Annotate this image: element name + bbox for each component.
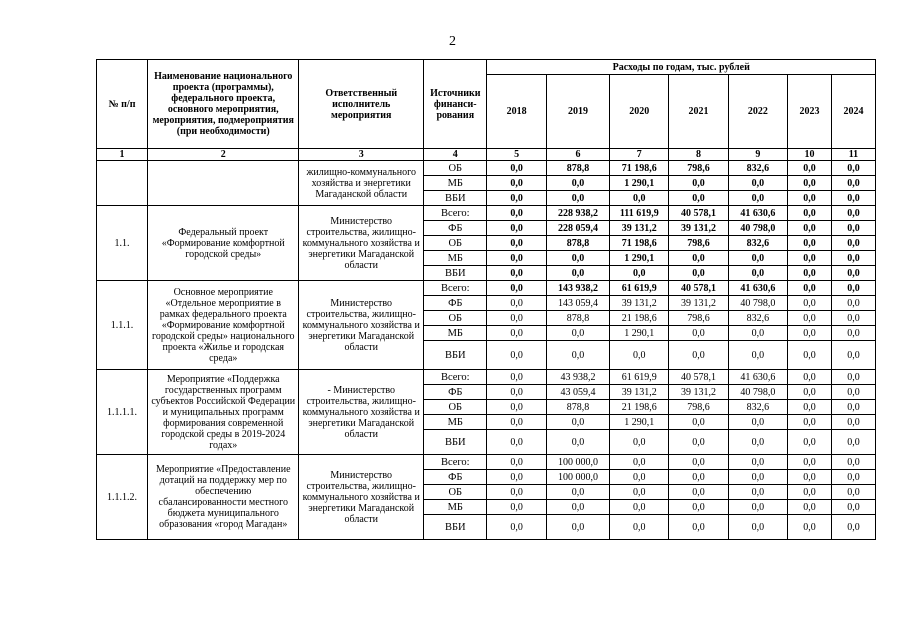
header-colnum-row bbox=[97, 149, 876, 161]
row-value: 0,0 bbox=[546, 266, 609, 281]
row-value: 0,0 bbox=[728, 500, 787, 515]
row-value: 0,0 bbox=[728, 176, 787, 191]
row-value: 41 630,6 bbox=[728, 370, 787, 385]
row-responsible: - Министерство строительства, жилищно-коммунального хозяйства и энергетики Магаданской области bbox=[299, 370, 424, 455]
row-value: 0,0 bbox=[787, 485, 831, 500]
row-value: 0,0 bbox=[831, 385, 875, 400]
table-body bbox=[97, 161, 876, 540]
row-value: 0,0 bbox=[831, 515, 875, 540]
row-value: 1 290,1 bbox=[610, 251, 669, 266]
row-source: Всего: bbox=[424, 455, 487, 470]
row-number: 1.1. bbox=[97, 206, 148, 281]
row-value: 0,0 bbox=[787, 400, 831, 415]
row-value: 0,0 bbox=[728, 266, 787, 281]
row-value: 0,0 bbox=[487, 400, 546, 415]
header-name: Наименование национального проекта (программы), федерального проекта, основного мероприятия, мероприятия, подмероприятия (при необходимости) bbox=[148, 60, 299, 149]
row-value: 0,0 bbox=[831, 455, 875, 470]
row-value: 0,0 bbox=[787, 161, 831, 176]
row-value: 111 619,9 bbox=[610, 206, 669, 221]
row-source: МБ bbox=[424, 415, 487, 430]
row-source: МБ bbox=[424, 500, 487, 515]
row-value: 143 059,4 bbox=[546, 296, 609, 311]
row-value: 0,0 bbox=[487, 341, 546, 370]
row-number: 1.1.1.1. bbox=[97, 370, 148, 455]
row-value: 39 131,2 bbox=[669, 296, 728, 311]
row-value: 0,0 bbox=[487, 515, 546, 540]
row-source: Всего: bbox=[424, 281, 487, 296]
row-value: 0,0 bbox=[487, 311, 546, 326]
row-value: 39 131,2 bbox=[610, 296, 669, 311]
row-value: 0,0 bbox=[728, 251, 787, 266]
row-value: 0,0 bbox=[669, 455, 728, 470]
row-value: 39 131,2 bbox=[610, 221, 669, 236]
row-value: 100 000,0 bbox=[546, 455, 609, 470]
row-value: 0,0 bbox=[787, 385, 831, 400]
row-value: 0,0 bbox=[610, 430, 669, 455]
row-value: 21 198,6 bbox=[610, 400, 669, 415]
row-value: 832,6 bbox=[728, 161, 787, 176]
row-value: 40 578,1 bbox=[669, 370, 728, 385]
row-value: 61 619,9 bbox=[610, 281, 669, 296]
row-responsible: Министерство строительства, жилищно-коммунального хозяйства и энергетики Магаданской области bbox=[299, 206, 424, 281]
row-responsible: жилищно-коммунального хозяйства и энергетики Магаданской области bbox=[299, 161, 424, 206]
header-year: 2020 bbox=[610, 75, 669, 149]
row-value: 878,8 bbox=[546, 311, 609, 326]
row-value: 0,0 bbox=[487, 415, 546, 430]
header-colnum: 10 bbox=[787, 149, 831, 161]
row-value: 0,0 bbox=[546, 326, 609, 341]
row-value: 0,0 bbox=[728, 430, 787, 455]
row-value: 0,0 bbox=[546, 191, 609, 206]
row-value: 0,0 bbox=[728, 515, 787, 540]
row-value: 0,0 bbox=[831, 400, 875, 415]
row-value: 0,0 bbox=[831, 341, 875, 370]
header-colnum: 2 bbox=[148, 149, 299, 161]
row-value: 228 938,2 bbox=[546, 206, 609, 221]
row-value: 0,0 bbox=[546, 500, 609, 515]
row-value: 0,0 bbox=[831, 430, 875, 455]
row-value: 100 000,0 bbox=[546, 470, 609, 485]
row-source: ВБИ bbox=[424, 266, 487, 281]
row-source: ВБИ bbox=[424, 191, 487, 206]
table-row bbox=[97, 281, 876, 296]
page-number: 2 bbox=[449, 34, 456, 49]
row-value: 0,0 bbox=[831, 266, 875, 281]
table-row bbox=[97, 455, 876, 470]
row-value: 0,0 bbox=[610, 470, 669, 485]
header-num: № п/п bbox=[97, 60, 148, 149]
header-year: 2021 bbox=[669, 75, 728, 149]
row-value: 0,0 bbox=[787, 311, 831, 326]
row-value: 0,0 bbox=[610, 266, 669, 281]
row-value: 0,0 bbox=[610, 341, 669, 370]
row-source: ФБ bbox=[424, 470, 487, 485]
header-year: 2019 bbox=[546, 75, 609, 149]
row-source: Всего: bbox=[424, 206, 487, 221]
header-colnum: 6 bbox=[546, 149, 609, 161]
row-value: 0,0 bbox=[787, 221, 831, 236]
row-value: 0,0 bbox=[787, 281, 831, 296]
row-value: 39 131,2 bbox=[610, 385, 669, 400]
row-source: ВБИ bbox=[424, 341, 487, 370]
row-number: 1.1.1.2. bbox=[97, 455, 148, 540]
row-value: 0,0 bbox=[787, 470, 831, 485]
row-value: 0,0 bbox=[669, 515, 728, 540]
row-value: 0,0 bbox=[546, 415, 609, 430]
row-value: 832,6 bbox=[728, 311, 787, 326]
row-value: 39 131,2 bbox=[669, 221, 728, 236]
row-value: 0,0 bbox=[669, 176, 728, 191]
row-value: 39 131,2 bbox=[669, 385, 728, 400]
row-value: 0,0 bbox=[669, 341, 728, 370]
header-expenses: Расходы по годам, тыс. рублей bbox=[487, 60, 876, 75]
row-value: 0,0 bbox=[787, 415, 831, 430]
row-value: 0,0 bbox=[787, 206, 831, 221]
row-value: 0,0 bbox=[787, 236, 831, 251]
row-value: 0,0 bbox=[728, 341, 787, 370]
row-value: 0,0 bbox=[831, 206, 875, 221]
row-value: 61 619,9 bbox=[610, 370, 669, 385]
row-value: 0,0 bbox=[487, 385, 546, 400]
row-name: Основное мероприятие «Отдельное мероприятие в рамках федерального проекта «Формирование комфортной городской среды» национального проекта «Жилье и городская среда» bbox=[148, 281, 299, 370]
row-value: 0,0 bbox=[831, 326, 875, 341]
row-value: 0,0 bbox=[728, 415, 787, 430]
row-value: 0,0 bbox=[546, 251, 609, 266]
row-value: 0,0 bbox=[546, 515, 609, 540]
row-value: 41 630,6 bbox=[728, 206, 787, 221]
row-source: МБ bbox=[424, 176, 487, 191]
row-value: 0,0 bbox=[669, 191, 728, 206]
row-value: 0,0 bbox=[610, 191, 669, 206]
row-value: 21 198,6 bbox=[610, 311, 669, 326]
row-value: 0,0 bbox=[669, 326, 728, 341]
row-value: 0,0 bbox=[546, 341, 609, 370]
row-value: 0,0 bbox=[546, 430, 609, 455]
row-value: 0,0 bbox=[728, 470, 787, 485]
header-year: 2024 bbox=[831, 75, 875, 149]
row-value: 0,0 bbox=[831, 281, 875, 296]
row-value: 40 798,0 bbox=[728, 296, 787, 311]
row-value: 832,6 bbox=[728, 236, 787, 251]
row-value: 0,0 bbox=[787, 296, 831, 311]
row-source: Всего: bbox=[424, 370, 487, 385]
row-value: 798,6 bbox=[669, 311, 728, 326]
row-value: 0,0 bbox=[610, 455, 669, 470]
row-value: 0,0 bbox=[669, 266, 728, 281]
row-value: 0,0 bbox=[831, 236, 875, 251]
row-source: ФБ bbox=[424, 221, 487, 236]
row-value: 1 290,1 bbox=[610, 415, 669, 430]
row-value: 798,6 bbox=[669, 161, 728, 176]
row-value: 0,0 bbox=[487, 176, 546, 191]
header-year: 2018 bbox=[487, 75, 546, 149]
row-value: 1 290,1 bbox=[610, 176, 669, 191]
row-value: 0,0 bbox=[787, 515, 831, 540]
row-value: 878,8 bbox=[546, 400, 609, 415]
header-colnum: 4 bbox=[424, 149, 487, 161]
row-source: ОБ bbox=[424, 236, 487, 251]
row-value: 0,0 bbox=[610, 515, 669, 540]
row-value: 0,0 bbox=[787, 191, 831, 206]
row-value: 0,0 bbox=[487, 485, 546, 500]
table-row bbox=[97, 161, 876, 176]
row-value: 0,0 bbox=[487, 430, 546, 455]
header-src: Источники финанси-рования bbox=[424, 60, 487, 149]
header-colnum: 7 bbox=[610, 149, 669, 161]
header-colnum: 3 bbox=[299, 149, 424, 161]
row-name bbox=[148, 161, 299, 206]
row-value: 40 798,0 bbox=[728, 385, 787, 400]
row-value: 0,0 bbox=[787, 326, 831, 341]
row-value: 0,0 bbox=[487, 326, 546, 341]
row-name: Федеральный проект «Формирование комфортной городской среды» bbox=[148, 206, 299, 281]
row-value: 0,0 bbox=[831, 311, 875, 326]
row-value: 0,0 bbox=[487, 191, 546, 206]
budget-table bbox=[96, 59, 876, 540]
row-value: 43 059,4 bbox=[546, 385, 609, 400]
row-value: 0,0 bbox=[487, 251, 546, 266]
row-value: 878,8 bbox=[546, 161, 609, 176]
table-row bbox=[97, 370, 876, 385]
row-value: 0,0 bbox=[831, 176, 875, 191]
row-responsible: Министерство строительства, жилищно-коммунального хозяйства и энергетики Магаданской области bbox=[299, 281, 424, 370]
row-value: 0,0 bbox=[487, 206, 546, 221]
row-value: 0,0 bbox=[831, 251, 875, 266]
row-value: 0,0 bbox=[728, 191, 787, 206]
table-header bbox=[97, 60, 876, 161]
row-value: 0,0 bbox=[728, 326, 787, 341]
row-value: 0,0 bbox=[546, 176, 609, 191]
row-value: 0,0 bbox=[831, 161, 875, 176]
row-source: ОБ bbox=[424, 485, 487, 500]
row-value: 0,0 bbox=[787, 176, 831, 191]
row-value: 71 198,6 bbox=[610, 236, 669, 251]
row-value: 0,0 bbox=[831, 370, 875, 385]
table-row bbox=[97, 206, 876, 221]
row-value: 0,0 bbox=[787, 500, 831, 515]
row-value: 0,0 bbox=[831, 191, 875, 206]
row-value: 40 578,1 bbox=[669, 206, 728, 221]
header-colnum: 11 bbox=[831, 149, 875, 161]
row-value: 0,0 bbox=[831, 500, 875, 515]
row-responsible: Министерство строительства, жилищно-коммунального хозяйства и энергетики Магаданской области bbox=[299, 455, 424, 540]
row-value: 0,0 bbox=[487, 296, 546, 311]
row-value: 832,6 bbox=[728, 400, 787, 415]
row-value: 0,0 bbox=[787, 266, 831, 281]
row-value: 0,0 bbox=[669, 430, 728, 455]
row-value: 0,0 bbox=[831, 485, 875, 500]
row-value: 878,8 bbox=[546, 236, 609, 251]
row-value: 0,0 bbox=[787, 455, 831, 470]
header-year: 2023 bbox=[787, 75, 831, 149]
row-value: 0,0 bbox=[787, 251, 831, 266]
row-value: 0,0 bbox=[831, 296, 875, 311]
row-value: 0,0 bbox=[831, 415, 875, 430]
row-source: ОБ bbox=[424, 400, 487, 415]
row-source: МБ bbox=[424, 326, 487, 341]
row-value: 798,6 bbox=[669, 400, 728, 415]
row-value: 71 198,6 bbox=[610, 161, 669, 176]
row-value: 43 938,2 bbox=[546, 370, 609, 385]
row-value: 0,0 bbox=[487, 455, 546, 470]
row-value: 0,0 bbox=[669, 470, 728, 485]
row-value: 228 059,4 bbox=[546, 221, 609, 236]
row-source: ВБИ bbox=[424, 430, 487, 455]
row-source: ВБИ bbox=[424, 515, 487, 540]
row-source: МБ bbox=[424, 251, 487, 266]
row-value: 0,0 bbox=[831, 470, 875, 485]
row-number: 1.1.1. bbox=[97, 281, 148, 370]
row-value: 0,0 bbox=[728, 455, 787, 470]
row-value: 0,0 bbox=[610, 500, 669, 515]
row-value: 0,0 bbox=[831, 221, 875, 236]
row-value: 0,0 bbox=[487, 500, 546, 515]
row-number bbox=[97, 161, 148, 206]
row-source: ОБ bbox=[424, 311, 487, 326]
row-value: 798,6 bbox=[669, 236, 728, 251]
row-value: 0,0 bbox=[669, 485, 728, 500]
header-resp: Ответственный исполнитель мероприятия bbox=[299, 60, 424, 149]
row-value: 0,0 bbox=[487, 470, 546, 485]
row-value: 0,0 bbox=[487, 281, 546, 296]
row-source: ФБ bbox=[424, 296, 487, 311]
row-value: 0,0 bbox=[787, 341, 831, 370]
row-value: 0,0 bbox=[487, 161, 546, 176]
row-value: 0,0 bbox=[728, 485, 787, 500]
row-name: Мероприятие «Предоставление дотаций на поддержку мер по обеспечению сбалансированности местного бюджета муниципального образования «город Магадан» bbox=[148, 455, 299, 540]
row-value: 0,0 bbox=[487, 221, 546, 236]
row-value: 0,0 bbox=[487, 370, 546, 385]
row-source: ОБ bbox=[424, 161, 487, 176]
row-value: 41 630,6 bbox=[728, 281, 787, 296]
header-colnum: 8 bbox=[669, 149, 728, 161]
row-value: 40 578,1 bbox=[669, 281, 728, 296]
header-colnum: 1 bbox=[97, 149, 148, 161]
row-value: 0,0 bbox=[787, 430, 831, 455]
row-value: 0,0 bbox=[487, 236, 546, 251]
header-colnum: 9 bbox=[728, 149, 787, 161]
row-source: ФБ bbox=[424, 385, 487, 400]
row-value: 0,0 bbox=[610, 485, 669, 500]
row-value: 0,0 bbox=[787, 370, 831, 385]
header-year: 2022 bbox=[728, 75, 787, 149]
row-value: 0,0 bbox=[487, 266, 546, 281]
row-value: 0,0 bbox=[669, 500, 728, 515]
row-value: 1 290,1 bbox=[610, 326, 669, 341]
row-value: 0,0 bbox=[669, 415, 728, 430]
row-value: 40 798,0 bbox=[728, 221, 787, 236]
row-value: 0,0 bbox=[669, 251, 728, 266]
header-colnum: 5 bbox=[487, 149, 546, 161]
row-value: 0,0 bbox=[546, 485, 609, 500]
row-value: 143 938,2 bbox=[546, 281, 609, 296]
row-name: Мероприятие «Поддержка государственных программ субъектов Российской Федерации и муниципальных программ формирования современной городской среды в 2019-2024 годах» bbox=[148, 370, 299, 455]
